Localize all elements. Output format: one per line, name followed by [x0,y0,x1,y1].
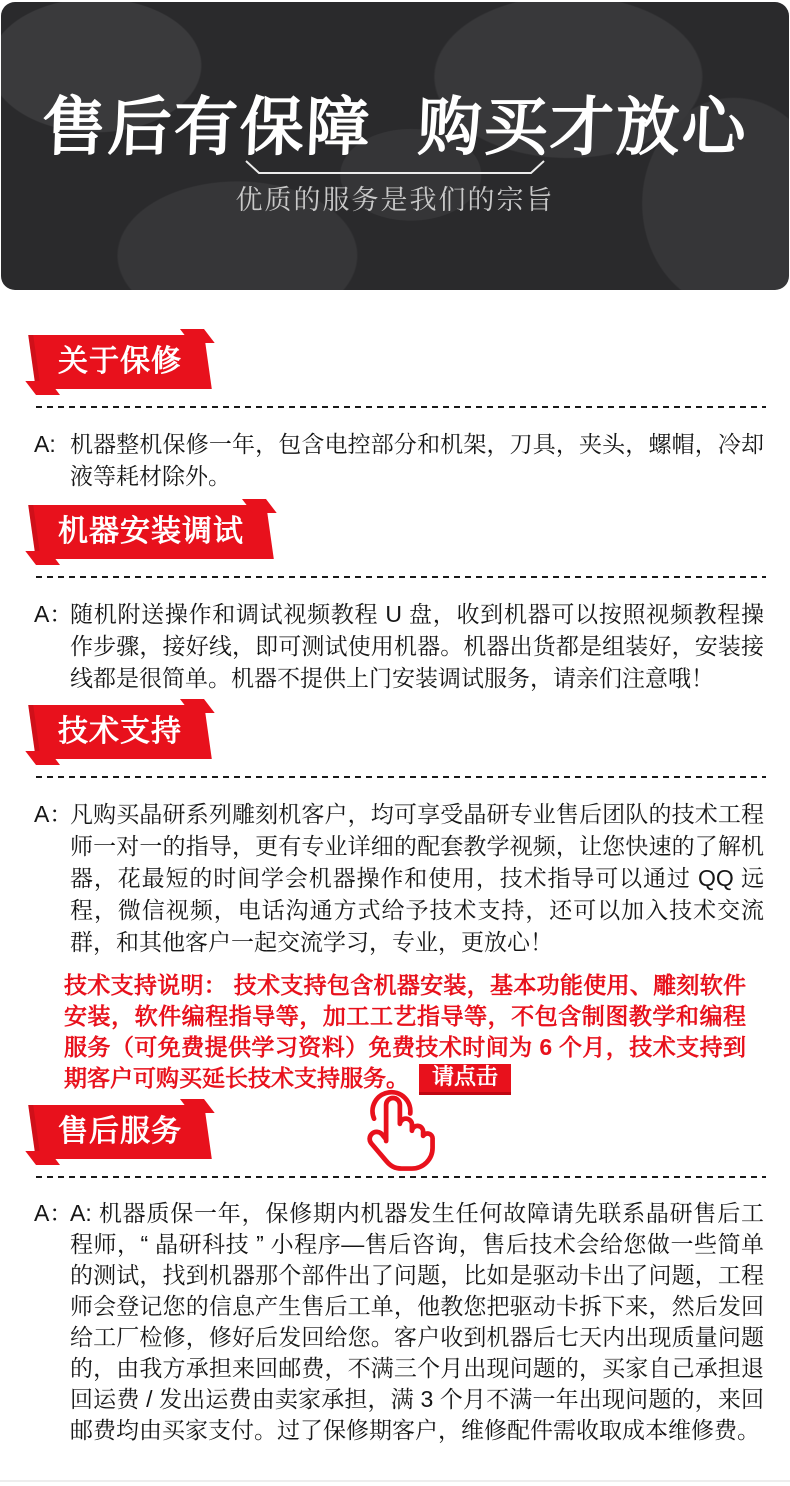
ribbon-warranty [28,335,212,389]
qa-text: A: 机器质保一年，保修期内机器发生任何故障请先联系晶研售后工程师，“ 晶研科技 ” 小程序—售后咨询，售后技术会给您做一些简单的测试，找到机器那个部件出了问题，比如是驱动卡出了问题，工程师会登记您的信息产生售后工单，他教您把驱动卡拆下来，然后发回给工厂检修，修好后发回给您。客户收到机器后七天内出现质量问题的，由我方承担来回邮费，不满三个月出现问题的，买家自己承担退回运费 / 发出运费由卖家承担，满 3 个月不满一年出现问题的，来回邮费均由买家支付。过了保修期客户，维修配件需收取成本维修费。 [70,1200,764,1443]
dashed-divider [36,776,766,778]
deco-bracket-line [244,159,546,177]
click-hand-icon [350,1083,436,1175]
qa-text: 机器整机保修一年，包含电控部分和机架，刀具，夹头，螺帽，冷却液等耗材除外。 [70,431,764,489]
qa-label: A： [34,601,73,627]
tech-support-note-text: 技术支持说明： 技术支持包含机器安装，基本功能使用、雕刻软件安装，软件编程指导等，加工工艺指导等，不包含制图教学和编程服务（可免费提供学习资料）免费技术时间为 6 个月，技术支持到期客户可购买延长技术支持服务。 [64,972,746,1091]
ribbon-tech-support-label: 技术支持 [58,715,182,748]
dashed-divider [36,576,766,578]
qa-label: A： [34,1200,73,1226]
qa-installation [34,598,764,694]
ribbon-installation [28,505,274,559]
banner-subtitle: 优质的服务是我们的宗旨 [235,185,555,215]
hero-banner [1,2,789,290]
banner-title-left: 售后有保障 [40,91,374,163]
dashed-divider [36,1176,766,1178]
ribbon-after-sale [28,1105,212,1159]
tech-support-note [64,970,746,1095]
banner-title-right: 购买才放心 [416,91,750,163]
ribbon-installation-label: 机器安装调试 [58,515,244,548]
please-click-button[interactable]: 请点击 [419,1064,511,1095]
ribbon-warranty-label: 关于保修 [58,345,182,378]
ribbon-after-sale-label: 售后服务 [58,1115,182,1148]
qa-text: 随机附送操作和调试视频教程 U 盘，收到机器可以按照视频教程操作步骤，接好线，即可测试使用机器。机器出货都是组装好，安装接线都是很简单。机器不提供上门安装调试服务，请亲们注意哦！ [70,601,764,691]
section-tech-support [0,705,790,1095]
qa-after-sale [34,1198,764,1446]
dashed-divider [36,406,766,408]
qa-tech-support [34,798,764,958]
section-installation [0,505,790,694]
qa-text: 凡购买晶研系列雕刻机客户，均可享受晶研专业售后团队的技术工程师一对一的指导，更有专业详细的配套教学视频，让您快速的了解机器，花最短的时间学会机器操作和使用，技术指导可以通过 QQ 远程，微信视频，电话沟通方式给予技术支持，还可以加入技术交流群，和其他客户一起交流学习，专业，更放心！ [70,801,764,955]
banner-title [0,76,790,168]
qa-label: A: [34,431,56,457]
ribbon-tech-support [28,705,212,759]
bottom-divider [0,1480,790,1482]
section-warranty [0,335,790,492]
qa-label: A： [34,801,73,827]
qa-warranty [34,428,764,492]
